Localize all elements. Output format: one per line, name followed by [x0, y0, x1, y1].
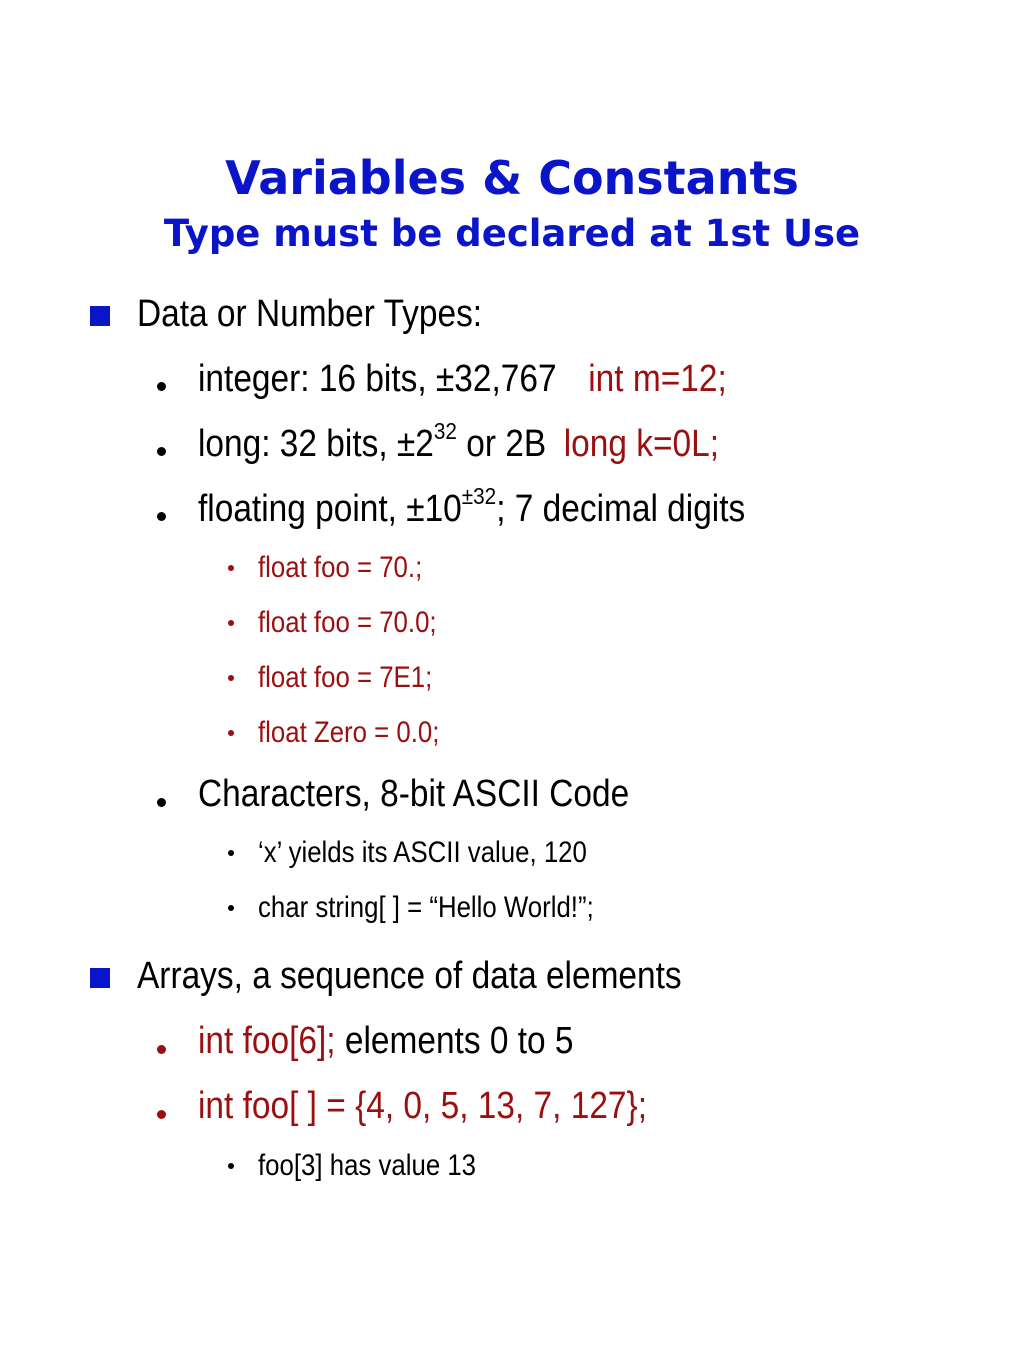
integer-text: integer: 16 bits, ±32,767: [198, 358, 557, 400]
arrays-heading: [137, 956, 682, 996]
dot-bullet-icon: [157, 382, 166, 391]
slide-title: Variables & Constants: [225, 151, 799, 205]
small-bullet-icon: [228, 675, 234, 681]
small-bullet-icon: [228, 565, 234, 571]
chars-item: [198, 774, 629, 814]
chars-text: Characters, 8-bit ASCII Code: [198, 773, 630, 815]
array-decl-code: int foo[6];: [198, 1020, 336, 1062]
slide-title-block: [0, 142, 1024, 254]
types-heading-text: Data or Number Types:: [137, 293, 483, 335]
types-heading: [137, 294, 482, 334]
char-example: char string[ ] = “Hello World!”;: [258, 891, 594, 924]
array-decl-item: [198, 1021, 574, 1061]
long-code: long k=0L;: [563, 423, 720, 465]
float-example: float foo = 70.;: [258, 551, 423, 584]
dot-bullet-icon: [157, 1045, 166, 1054]
integer-code: int m=12;: [588, 358, 727, 400]
small-bullet-icon: [228, 620, 234, 626]
arrays-heading-text: Arrays, a sequence of data elements: [137, 955, 682, 997]
small-bullet-icon: [228, 850, 234, 856]
small-bullet-icon: [228, 730, 234, 736]
dot-bullet-icon: [157, 512, 166, 521]
array-init-item: [198, 1086, 647, 1126]
float-exponent: ±32: [461, 483, 497, 510]
array-init-code: int foo[ ] = {4, 0, 5, 13, 7, 127};: [198, 1085, 647, 1127]
dot-bullet-icon: [157, 447, 166, 456]
float-item: [198, 483, 746, 530]
integer-item: [198, 359, 727, 399]
dot-bullet-icon: [157, 798, 166, 807]
square-bullet-icon: [90, 306, 110, 326]
small-bullet-icon: [228, 905, 234, 911]
dot-bullet-icon: [157, 1110, 166, 1119]
float-example: float Zero = 0.0;: [258, 716, 440, 749]
small-bullet-icon: [228, 1163, 234, 1169]
char-example: ‘x’ yields its ASCII value, 120: [258, 836, 587, 869]
float-text-b: ; 7 decimal digits: [496, 488, 746, 530]
long-exponent: 32: [433, 418, 457, 445]
float-example: float foo = 70.0;: [258, 606, 437, 639]
long-text-a: long: 32 bits, ±2: [198, 423, 434, 465]
long-text-b: or 2B: [456, 423, 547, 465]
array-example: foo[3] has value 13: [258, 1149, 477, 1182]
slide-subtitle: Type must be declared at 1st Use: [163, 212, 861, 255]
square-bullet-icon: [90, 968, 110, 988]
float-example: float foo = 7E1;: [258, 661, 433, 694]
float-text-a: floating point, ±10: [198, 488, 462, 530]
long-item: [198, 418, 720, 465]
array-decl-text: elements 0 to 5: [335, 1020, 574, 1062]
